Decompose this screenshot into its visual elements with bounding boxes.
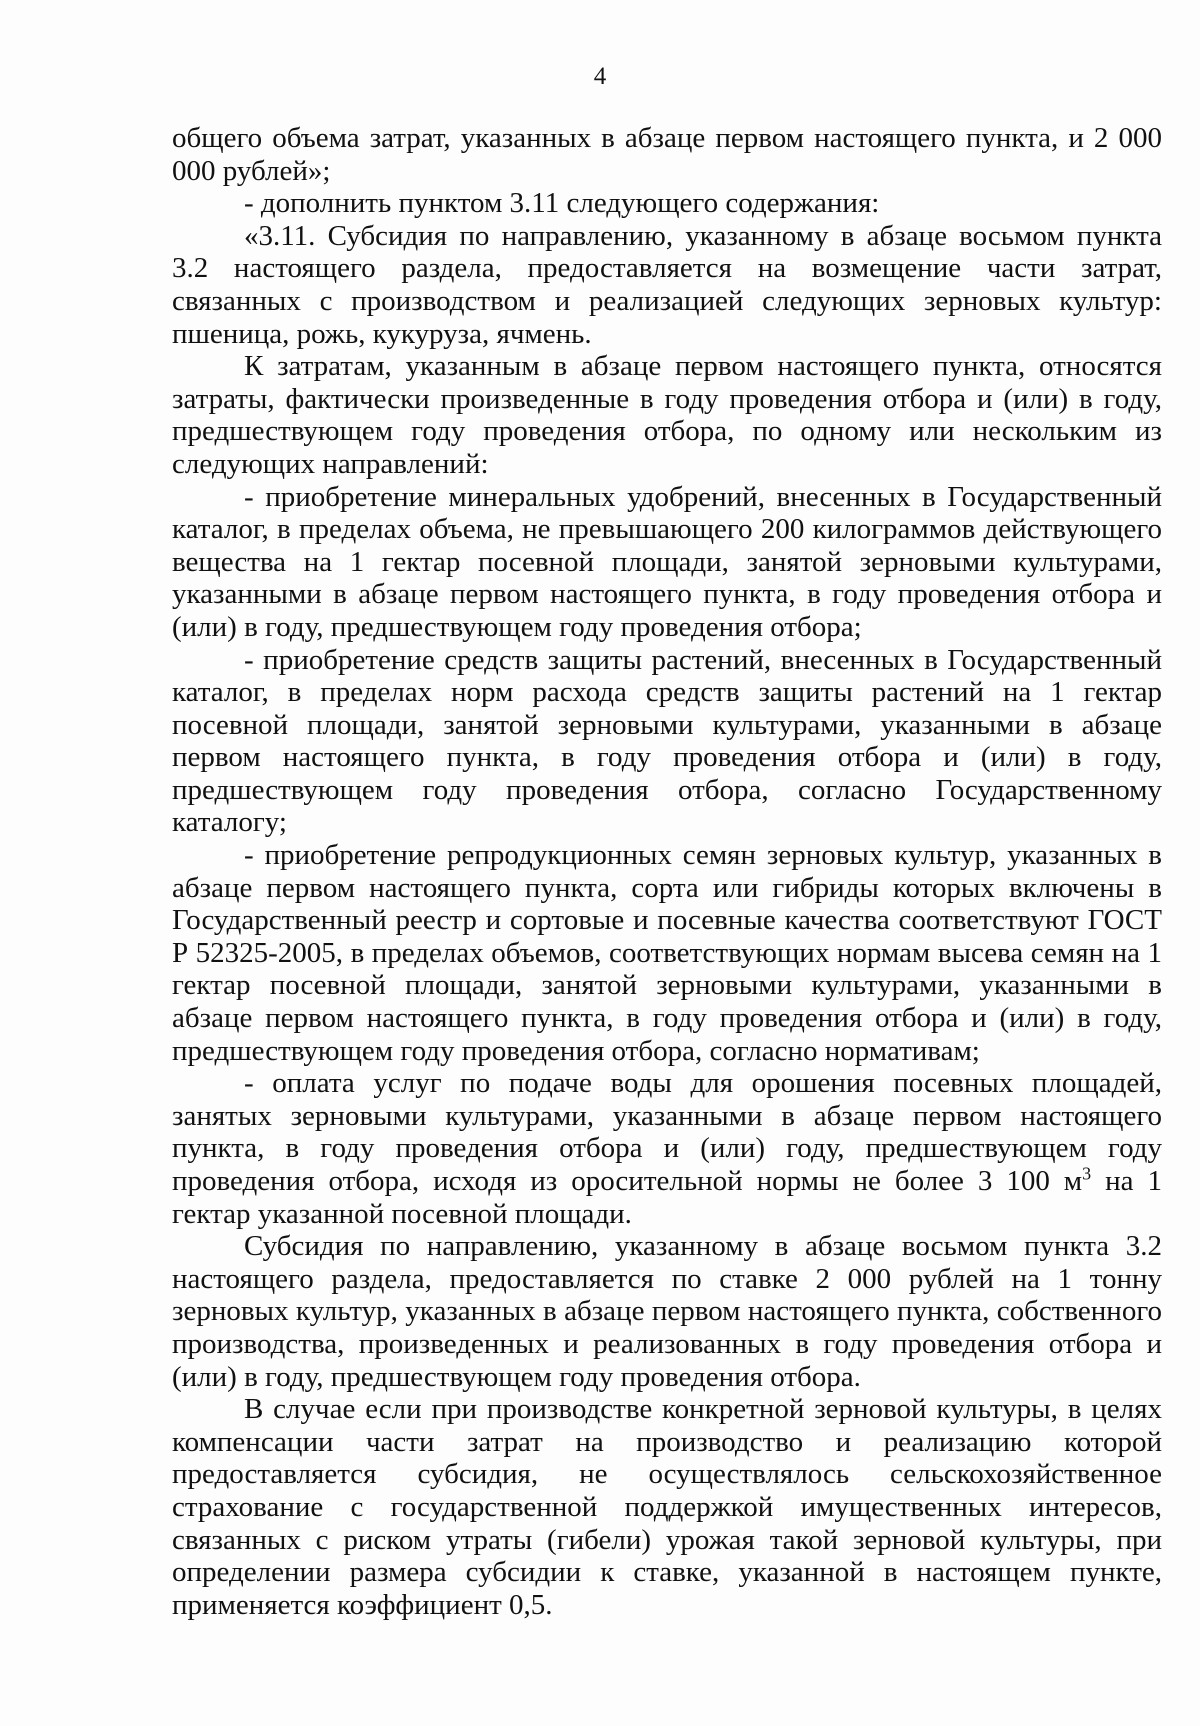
document-body	[172, 122, 1162, 1621]
paragraph-insurance-coefficient: В случае если при производстве конкретной зерновой культуры, в целях компенсации части затрат на производство и реализацию которой предоставляется субсидия, не осуществлялось сельскохозяйственное страхование с государственной поддержкой имущественных интересов, связанных с риском утраты (гибели) урожая такой зерновой культуры, при определении размера субсидии к ставке, указанной в настоящем пункте, применяется коэффициент 0,5.	[172, 1393, 1162, 1621]
paragraph-continuation: общего объема затрат, указанных в абзаце первом настоящего пункта, и 2 000 000 рублей»;	[172, 122, 1162, 187]
page-number: 4	[593, 63, 607, 90]
paragraph-fertilizers: - приобретение минеральных удобрений, внесенных в Государственный каталог, в пределах объема, не превышающего 200 килограммов действующего вещества на 1 гектар посевной площади, занятой зерновыми культурами, указанными в абзаце первом настоящего пункта, в году проведения отбора и (или) в году, предшествующем году проведения отбора;	[172, 480, 1162, 643]
paragraph-costs-definition: К затратам, указанным в абзаце первом настоящего пункта, относятся затраты, фактически произведенные в году проведения отбора и (или) в году, предшествующем году проведения отбора, по одному или нескольким из следующих направлений:	[172, 350, 1162, 480]
paragraph-subsidy-rate: Субсидия по направлению, указанному в абзаце восьмом пункта 3.2 настоящего раздела, предоставляется по ставке 2 000 рублей на 1 тонну зерновых культур, указанных в абзаце первом настоящего пункта, собственного производства, произведенных и реализованных в году проведения отбора и (или) в году, предшествующем году проведения отбора.	[172, 1230, 1162, 1393]
paragraph-plant-protection: - приобретение средств защиты растений, внесенных в Государственный каталог, в пределах норм расхода средств защиты растений на 1 гектар посевной площади, занятой зерновыми культурами, указанными в абзаце первом настоящего пункта, в году проведения отбора и (или) в году, предшествующем году проведения отбора, согласно Государственному каталогу;	[172, 643, 1162, 839]
paragraph-irrigation	[172, 1067, 1162, 1230]
paragraph-seeds: - приобретение репродукционных семян зерновых культур, указанных в абзаце первом настоящего пункта, сорта или гибриды которых включены в Государственный реестр и сортовые и посевные качества соответствуют ГОСТ Р 52325-2005, в пределах объемов, соответствующих нормам высева семян на 1 гектар посевной площади, занятой зерновыми культурами, указанными в абзаце первом настоящего пункта, в году проведения отбора и (или) в году, предшествующем году проведения отбора, согласно нормативам;	[172, 839, 1162, 1067]
irrigation-text-after: на 1 гектар указанной посевной площади.	[172, 1165, 1162, 1230]
paragraph-amendment-instruction: - дополнить пунктом 3.11 следующего содержания:	[244, 187, 880, 220]
irrigation-text-before: - оплата услуг по подаче воды для орошения посевных площадей, занятых зерновыми культурами, указанными в абзаце первом настоящего пункта, в году проведения отбора и (или) году, предшествующем году проведения отбора, исходя из оросительной нормы не более 3 100 м	[172, 1067, 1162, 1197]
cubic-meter-superscript: 3	[1082, 1163, 1092, 1184]
paragraph-clause-3-11: «3.11. Субсидия по направлению, указанному в абзаце восьмом пункта 3.2 настоящего раздела, предоставляется на возмещение части затрат, связанных с производством и реализацией следующих зерновых культур: пшеница, рожь, кукуруза, ячмень.	[172, 219, 1162, 350]
